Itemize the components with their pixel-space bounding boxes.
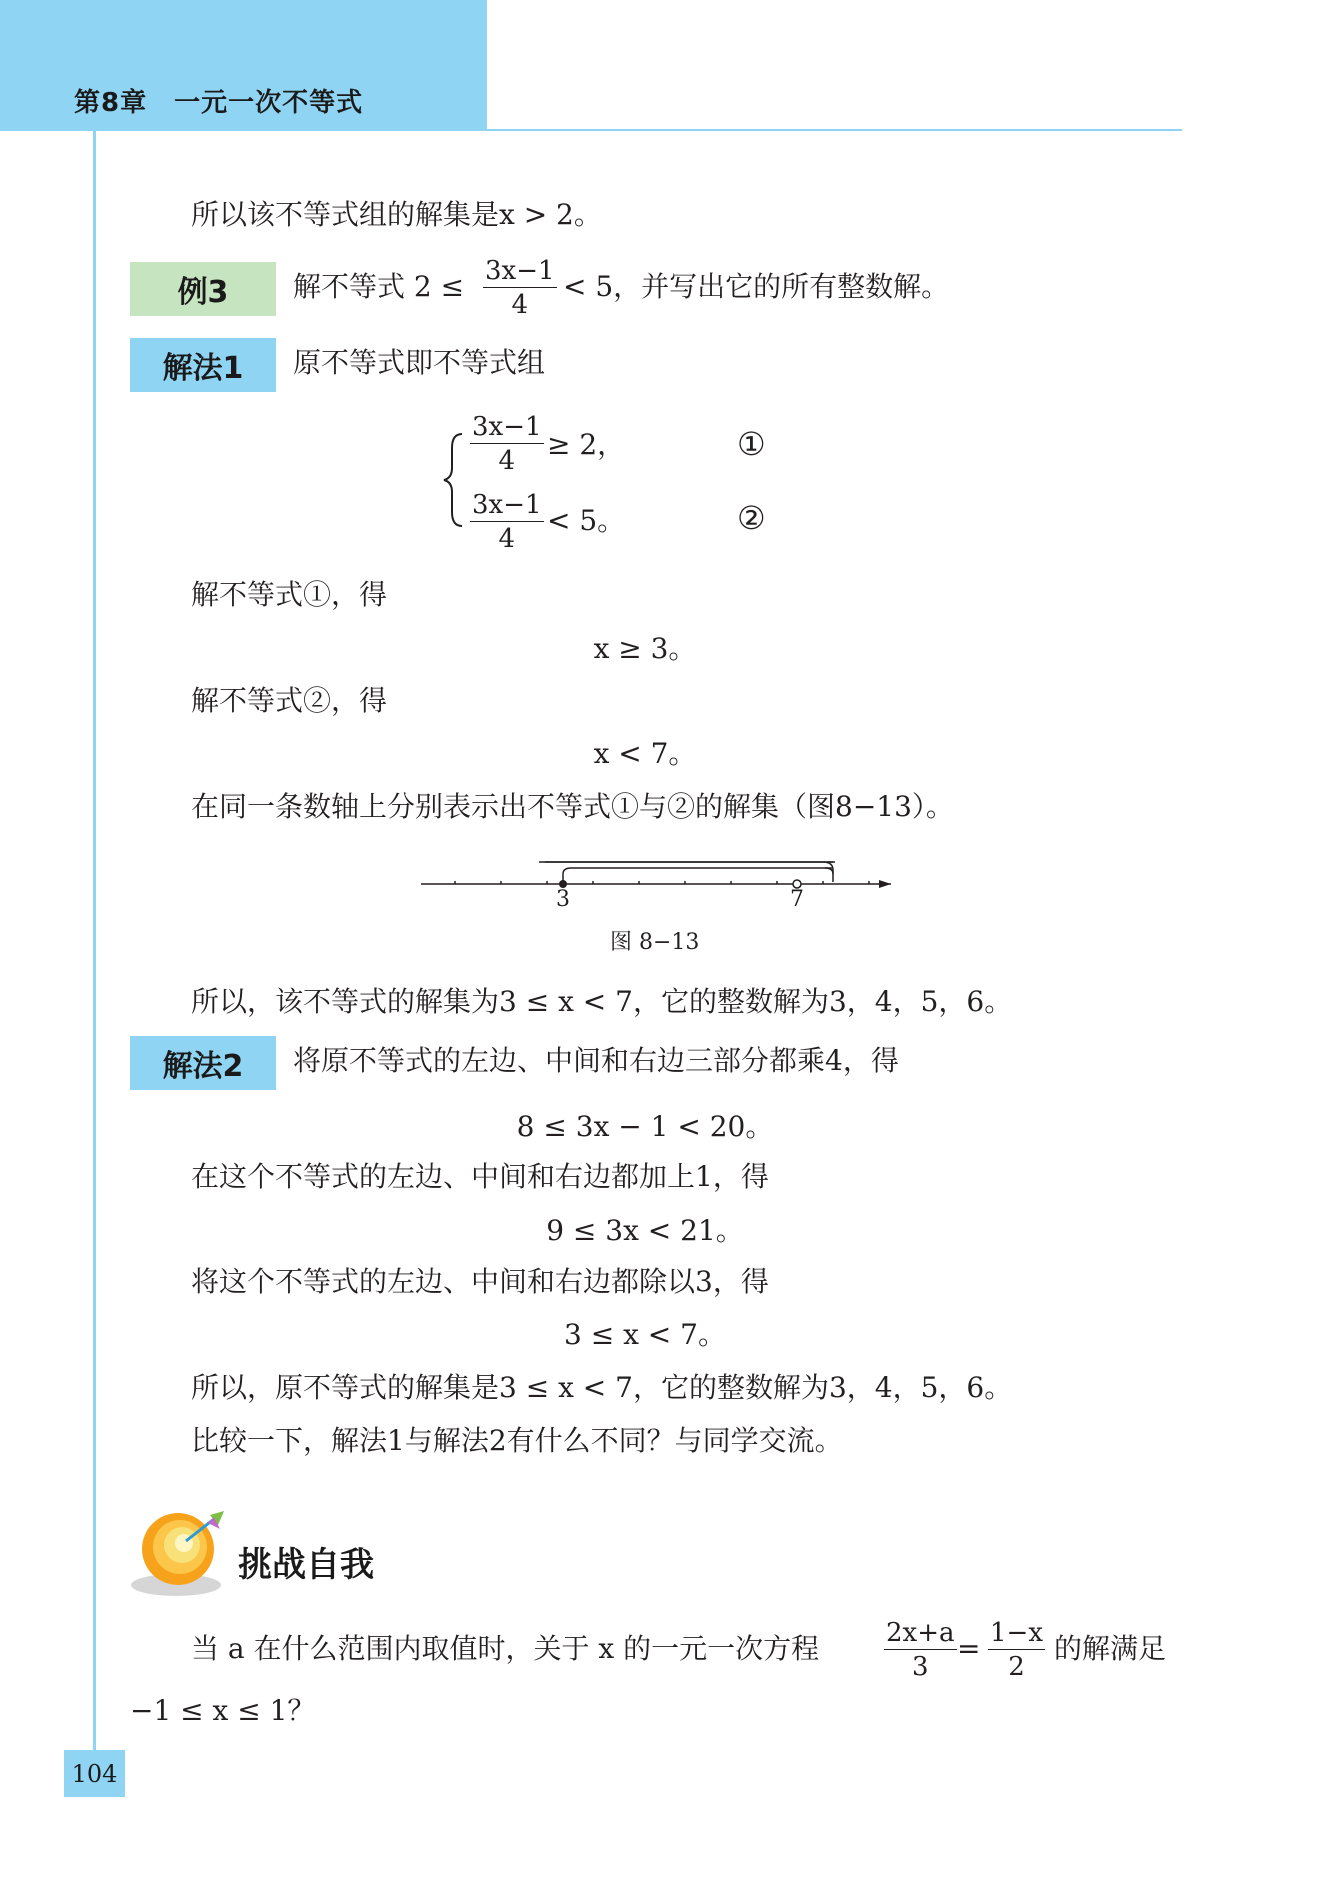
method-2-equation-2: 9 ≤ 3x < 21。 [546,1214,744,1247]
marker-circled-2: ② [737,499,766,537]
method-2-intro: 将原不等式的左边、中间和右边三部分都乘4，得 [293,1044,899,1077]
figure-caption: 图 8−13 [610,930,700,955]
challenge-fraction-left [884,1620,957,1680]
result-2: x < 7。 [593,737,697,770]
example-3-text-b: < 5，并写出它的所有整数解。 [563,270,950,303]
conclusion-method-2: 所以，原不等式的解集是3 ≤ x < 7，它的整数解为3，4，5，6。 [191,1371,1013,1404]
method-1-intro: 原不等式即不等式组 [293,346,546,379]
fraction-denominator: 4 [498,524,516,554]
number-line-intro: 在同一条数轴上分别表示出不等式①与②的解集（图8−13）。 [191,790,954,823]
marker-circled-1: ① [737,425,766,463]
fraction-denominator: 3 [911,1652,929,1682]
method-2-label: 解法2 [130,1036,276,1090]
fraction-numerator: 2x+a [886,1618,955,1648]
method-2-equation-3: 3 ≤ x < 7。 [564,1318,726,1351]
result-1: x ≥ 3。 [593,632,697,665]
fraction-numerator: 3x−1 [472,412,542,442]
solve-inequality-2: 解不等式②，得 [191,684,388,717]
margin-rule [93,131,96,1751]
method-2-step-3: 将这个不等式的左边、中间和右边都除以3，得 [191,1265,769,1298]
method-1-label: 解法1 [130,338,276,392]
challenge-text-a: 当 a 在什么范围内取值时，关于 x 的一元一次方程 [191,1632,820,1665]
header-rule [487,129,1182,131]
system-inequality-1-relation: ≥ 2， [547,428,626,461]
chapter-title: 第8章 一元一次不等式 [74,88,364,118]
system-brace [440,430,470,530]
conclusion-method-1: 所以，该不等式的解集为3 ≤ x < 7，它的整数解为3，4，5，6。 [191,985,1013,1018]
target-dart-icon [128,1505,233,1600]
fraction-denominator: 4 [498,446,516,476]
example-3-text-a: 解不等式 2 ≤ [293,270,465,303]
challenge-text-b: 的解满足 [1054,1632,1167,1665]
challenge-text-c: −1 ≤ x ≤ 1？ [130,1694,316,1727]
method-2-step-2: 在这个不等式的左边、中间和右边都加上1，得 [191,1160,769,1193]
example-3-fraction [483,258,557,318]
fraction-denominator: 2 [1008,1652,1025,1682]
example-3-label: 例3 [130,262,276,316]
number-line-figure [415,848,895,920]
fraction-numerator: 3x−1 [485,256,555,286]
text-line-solution-set: 所以该不等式组的解集是x > 2。 [191,198,602,231]
page-number: 104 [71,1760,118,1788]
fraction-denominator: 4 [511,290,529,320]
system-fraction-2 [470,492,544,552]
tick-label-7: 7 [790,887,804,912]
system-inequality-2-relation: < 5。 [547,504,626,537]
fraction-numerator: 3x−1 [472,490,542,520]
challenge-title: 挑战自我 [238,1545,374,1585]
challenge-equals: = [957,1632,981,1665]
compare-prompt: 比较一下，解法1与解法2有什么不同？与同学交流。 [191,1424,843,1457]
fraction-numerator: 1−x [990,1618,1043,1648]
challenge-fraction-right [988,1620,1045,1680]
system-fraction-1 [470,414,544,474]
solve-inequality-1: 解不等式①，得 [191,578,388,611]
tick-label-3: 3 [556,887,570,912]
method-2-equation-1: 8 ≤ 3x − 1 < 20。 [516,1110,774,1143]
